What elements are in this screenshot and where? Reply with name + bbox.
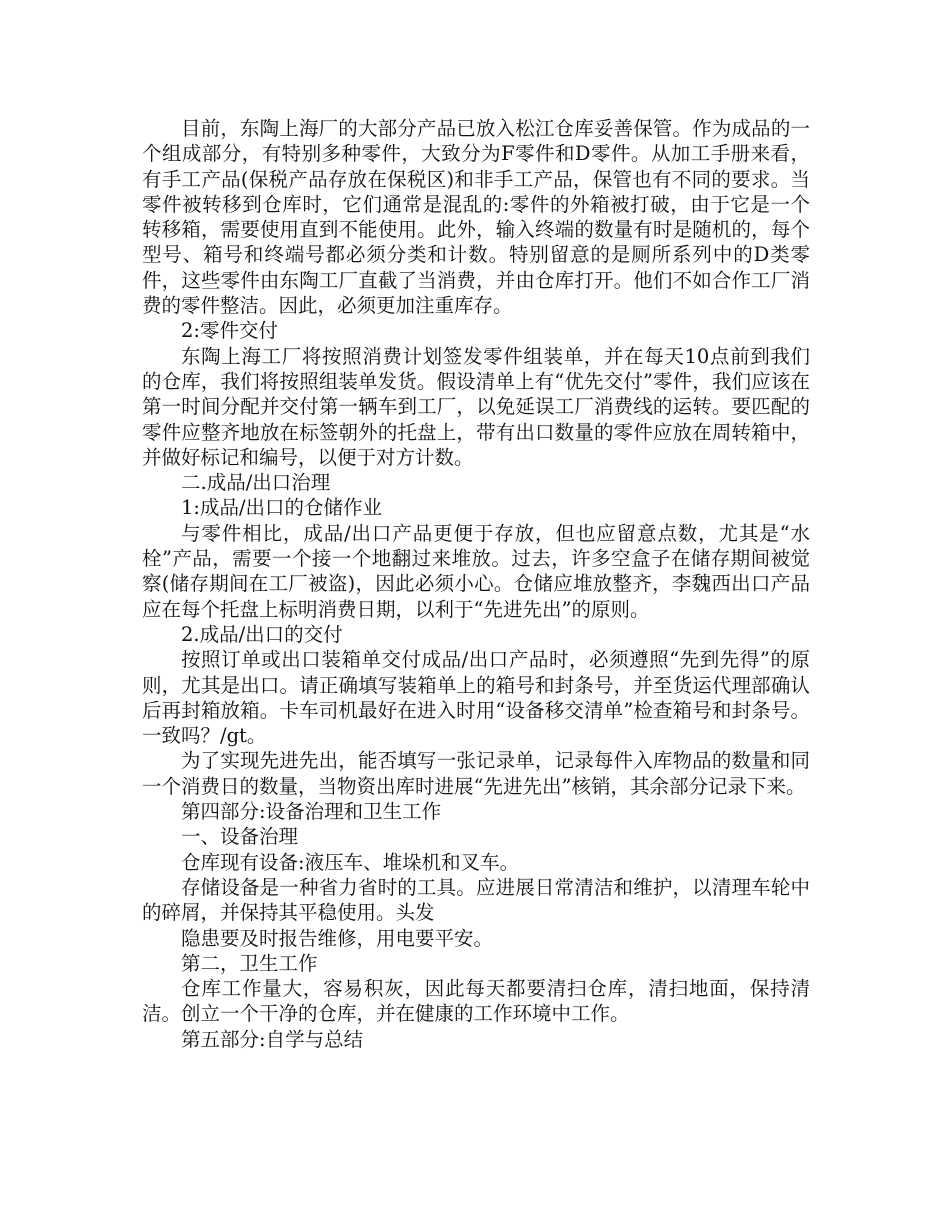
paragraph-finished-goods-delivery: 按照订单或出口装箱单交付成品/出口产品时，必须遵照“先到先得”的原则，尤其是出口。请正确填写装箱单上的箱号和封条号，并至货运代理部确认后再封箱放箱。卡车司机最好在进入时用“设备移交清单”检查箱号和封条号。一致吗？/gt。 [142,648,810,748]
heading-hygiene-work: 第二，卫生工作 [181,951,318,975]
document-body [142,116,810,1052]
paragraph-equipment-maintenance: 存储设备是一种省力省时的工具。应进展日常清洁和维护，以清理车轮中的碎屑，并保持其平稳使用。头发 [142,875,810,925]
heading-finished-goods-delivery: 2.成品/出口的交付 [181,622,343,646]
paragraph-fifo-record: 为了实现先进先出，能否填写一张记录单，记录每件入库物品的数量和同一个消费日的数量，当物资出库时进展“先进先出”核销，其余部分记录下来。 [142,749,810,798]
heading-equipment-management: 一、设备治理 [181,825,299,849]
heading-finished-goods-management: 二.成品/出口治理 [181,471,331,495]
heading-part-five: 第五部分:自学与总结 [181,1027,364,1051]
heading-part-four: 第四部分:设备治理和卫生工作 [181,800,442,824]
heading-finished-goods-storage: 1:成品/出口的仓储作业 [181,496,383,520]
paragraph-inventory-parts: 目前，东陶上海厂的大部分产品已放入松江仓库妥善保管。作为成品的一个组成部分，有特别多种零件，大致分为F零件和D零件。从加工手册来看，有手工产品(保税产品存放在保税区)和非手工产品，保管也有不同的要求。当零件被转移到仓库时，它们通常是混乱的:零件的外箱被打破，由于它是一个转移箱，需要使用直到不能使用。此外，输入终端的数量有时是随机的，每个型号、箱号和终端号都必须分类和计数。特别留意的是厕所系列中的D类零件，这些零件由东陶工厂直截了当消费，并由仓库打开。他们不如合作工厂消费的零件整洁。因此，必须更加注重库存。 [142,117,810,318]
paragraph-hazard-report: 隐患要及时报告维修，用电要平安。 [181,926,494,950]
paragraph-equipment-list: 仓库现有设备:液压车、堆垛机和叉车。 [181,850,520,874]
paragraph-hygiene-work: 仓库工作量大，容易积灰，因此每天都要清扫仓库，清扫地面，保持清洁。创立一个干净的仓库，并在健康的工作环境中工作。 [142,977,810,1026]
paragraph-finished-goods-storage: 与零件相比，成品/出口产品更便于存放，但也应留意点数，尤其是“水栓”产品，需要一个接一个地翻过来堆放。过去，许多空盒子在储存期间被觉察(储存期间在工厂被盗)，因此必须小心。仓储应堆放整齐，李魏西出口产品应在每个托盘上标明消费日期，以利于“先进先出”的原则。 [142,521,810,621]
paragraph-parts-delivery: 东陶上海工厂将按照消费计划签发零件组装单，并在每天10点前到我们的仓库，我们将按照组装单发货。假设清单上有“优先交付”零件，我们应该在第一时间分配并交付第一辆车到工厂，以免延误工厂消费线的运转。要匹配的零件应整齐地放在标签朝外的托盘上，带有出口数量的零件应放在周转箱中，并做好标记和编号，以便于对方计数。 [142,344,810,469]
heading-parts-delivery: 2:零件交付 [181,319,278,343]
